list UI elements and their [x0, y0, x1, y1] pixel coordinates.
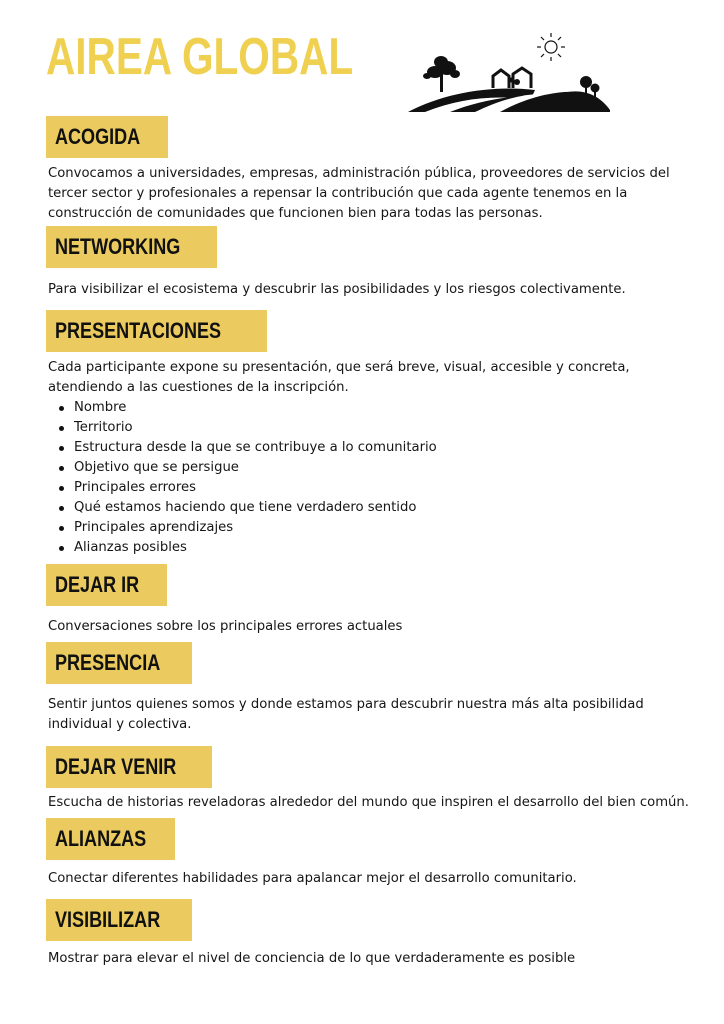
section-heading-networking — [46, 226, 217, 268]
page-title: AIREA GLOBAL — [46, 28, 354, 86]
section-heading-label: VISIBILIZAR — [55, 907, 161, 932]
section-heading-label: PRESENCIA — [55, 650, 161, 675]
section-text-visibilizar: Mostrar para elevar el nivel de conciencia de lo que verdaderamente es posible — [48, 951, 576, 966]
section-heading-label: DEJAR VENIR — [55, 754, 177, 779]
section-text-networking: Para visibilizar el ecosistema y descubrir las posibilidades y los riesgos colectivamente. — [48, 282, 626, 297]
inscription-topics-list — [48, 398, 437, 558]
section-heading-label: NETWORKING — [55, 234, 181, 259]
section-text-dejar-ir: Conversaciones sobre los principales errores actuales — [48, 619, 403, 634]
section-heading-alianzas — [46, 818, 175, 860]
section-heading-label: ACOGIDA — [55, 124, 141, 149]
section-heading-label: DEJAR IR — [55, 572, 140, 597]
list-item: Principales errores — [48, 478, 437, 498]
list-item: Territorio — [48, 418, 437, 438]
list-item: Objetivo que se persigue — [48, 458, 437, 478]
list-item: Nombre — [48, 398, 437, 418]
section-text-presentaciones: Cada participante expone su presentación, que será breve, visual, accesible y concreta, atendiendo a las cuestiones de la inscripción. — [48, 360, 630, 395]
section-text-acogida: Convocamos a universidades, empresas, administración pública, proveedores de servicios del tercer sector y profesionales a repensar la contribución que cada agente tenemos en la construcción de comunidades que funcionen bien para todas las personas. — [48, 166, 670, 221]
section-text-alianzas: Conectar diferentes habilidades para apalancar mejor el desarrollo comunitario. — [48, 871, 577, 886]
list-item: Alianzas posibles — [48, 538, 437, 558]
section-heading-dejar-venir — [46, 746, 212, 788]
section-heading-acogida — [46, 116, 168, 158]
section-heading-dejar-ir — [46, 564, 167, 606]
list-item: Estructura desde la que se contribuye a lo comunitario — [48, 438, 437, 458]
section-heading-label: PRESENTACIONES — [55, 318, 222, 343]
section-text-presencia: Sentir juntos quienes somos y donde estamos para descubrir nuestra más alta posibilidad individual y colectiva. — [48, 697, 644, 732]
list-item: Principales aprendizajes — [48, 518, 437, 538]
farm-landscape-icon — [405, 30, 615, 116]
section-heading-visibilizar — [46, 899, 192, 941]
section-heading-presentaciones — [46, 310, 267, 352]
section-text-dejar-venir: Escucha de historias reveladoras alrededor del mundo que inspiren el desarrollo del bien común. — [48, 795, 689, 810]
sun-icon — [537, 33, 565, 61]
section-heading-label: ALIANZAS — [55, 826, 147, 851]
list-item: Qué estamos haciendo que tiene verdadero sentido — [48, 498, 437, 518]
section-heading-presencia — [46, 642, 192, 684]
